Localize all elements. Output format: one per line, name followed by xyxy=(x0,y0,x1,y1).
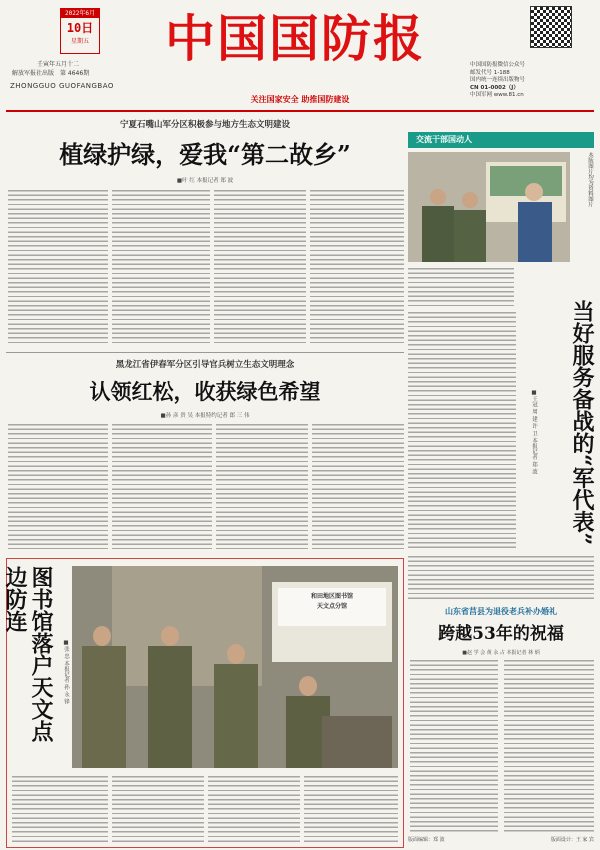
date-day: 10日 xyxy=(66,21,94,35)
masthead-rule xyxy=(6,110,594,112)
feature-text-continued xyxy=(408,556,594,600)
article-4-headline: 跨越53年的祝福 xyxy=(438,624,564,644)
designer-credit: 版面设计：王 家 宾 xyxy=(550,837,594,843)
article-4-byline: ■赵 学 会 黄 永 占 本报记者 林 炳 xyxy=(462,650,540,656)
website: 中国军网 www.81.cn xyxy=(470,92,524,98)
date-box xyxy=(60,8,100,54)
article-3-byline: ■张 忠 本报记者 孙 永 锋 xyxy=(63,640,69,705)
page-footer xyxy=(408,836,594,843)
article-1-headline: 植绿护绿，爱我“第二故乡” xyxy=(59,140,351,169)
article-1-text-col-2 xyxy=(112,190,210,345)
feature-photo xyxy=(408,152,570,262)
article-3-text-col-3 xyxy=(208,776,300,842)
article-2-headline: 认领红松，收获绿色希望 xyxy=(89,379,321,404)
feature-byline: ■王冠 周 建 许 卫 本报记者 郑 波 xyxy=(531,390,537,475)
article-3-text-col-2 xyxy=(112,776,204,842)
masthead-pinyin: ZHONGGUO GUOFANGBAO xyxy=(10,82,114,90)
article-4-text-col-1 xyxy=(410,660,498,832)
feature-photo-art xyxy=(408,152,570,262)
article-2-text-col-1 xyxy=(8,424,108,549)
date-weekday: 星期五 xyxy=(70,38,89,45)
wechat-label: 中国国防报微信公众号 xyxy=(470,62,526,68)
section-tag xyxy=(408,132,594,148)
masthead xyxy=(0,0,600,110)
feature-headline: 当好服务备战的“军代表” xyxy=(569,300,595,546)
editor-credit: 版面编辑：郑 波 xyxy=(408,837,445,843)
article-3-headline: 图书馆落户天文点边防连 xyxy=(2,566,54,742)
article-2-kicker: 黑龙江省伊春军分区引导官兵树立生态文明理念 xyxy=(115,360,295,370)
newspaper-logo: 中国国防报 xyxy=(165,9,425,68)
article-3-text-col-4 xyxy=(304,776,398,842)
date-year: 2022年6月 xyxy=(61,9,99,18)
article-2 xyxy=(6,358,404,419)
article-2-byline: ■孙 彦 贵 吴 本报特约记者 郎 三 伟 xyxy=(160,413,250,419)
section-tag-label: 交流干部国动人 xyxy=(416,135,472,144)
photo-caption: 本版图片均为资料图片 xyxy=(587,152,593,207)
article-1 xyxy=(6,118,404,184)
article-1-text-col-4 xyxy=(310,190,404,345)
article-2-text-col-4 xyxy=(312,424,404,549)
article-4-text-col-2 xyxy=(504,660,594,832)
article-4 xyxy=(408,606,594,656)
lunar-date: 壬寅年五月十二 xyxy=(37,61,80,68)
postal-code: 邮发代号 1-188 xyxy=(470,69,510,76)
publisher: 解放军报社出版 xyxy=(12,70,55,77)
serial-label: 国内统一连续出版物号 xyxy=(470,77,526,83)
library-sign: 和田地区图书馆 天文点分馆 xyxy=(310,593,353,610)
article-1-byline: ■叶 红 本报记者 郑 波 xyxy=(176,178,234,184)
article-3-photo xyxy=(72,566,398,768)
article-1-text-col-3 xyxy=(214,190,306,345)
issue-number: 第 4646期 xyxy=(60,70,90,77)
article-2-text-col-2 xyxy=(112,424,212,549)
article-3-text-col-1 xyxy=(12,776,108,842)
issue-info xyxy=(12,60,142,78)
qr-code-icon xyxy=(530,6,572,48)
slogan: 关注国家安全 助推国防建设 xyxy=(250,95,350,104)
divider xyxy=(6,352,404,353)
article-1-text-col-1 xyxy=(8,190,108,345)
cn-number: CN 01-0002（J） xyxy=(470,84,519,91)
article-2-text-col-3 xyxy=(216,424,308,549)
photo-note xyxy=(408,268,514,306)
article-1-kicker: 宁夏石嘴山军分区积极参与地方生态文明建设 xyxy=(119,120,290,130)
feature-text-col-1 xyxy=(408,312,516,550)
article-4-kicker: 山东省莒县为退役老兵补办婚礼 xyxy=(445,607,557,616)
